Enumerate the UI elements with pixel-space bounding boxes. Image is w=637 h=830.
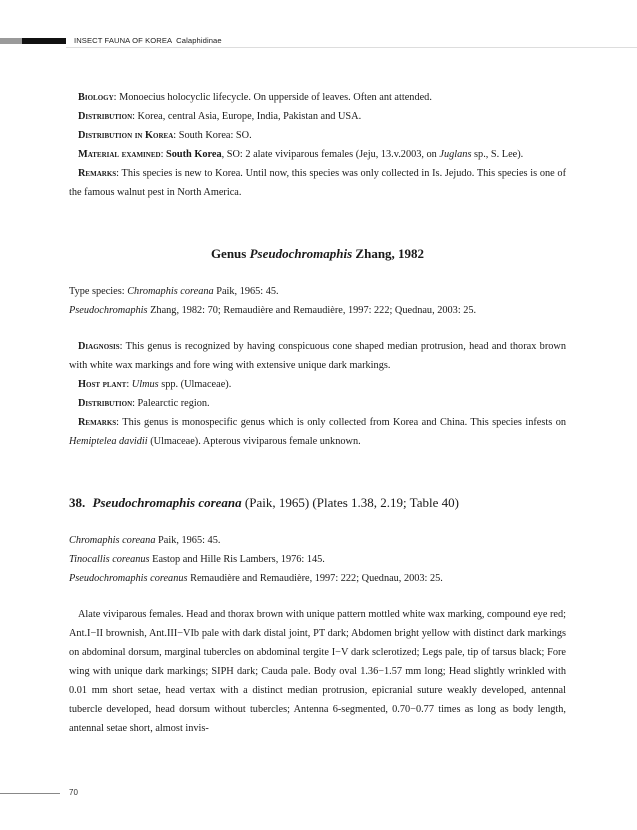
species-synonym-1 [69, 531, 566, 550]
species-description: Alate viviparous females. Head and thorax brown with unique pattern mottled white wax marking, compound eye red; Ant.I−II brownish, Ant.III−VIb pale with dark distal joint, PT dark; Abdomen bright yellow with distinct dark markings on abdominal dorsum, marginal tubercles on abdominal tergite I−V dark sclerotized; Legs pale, tip of tarsus black; Fore wing with unique dark markings; SIPH dark; Cauda pale. Body oval 1.36−1.57 mm long; Head slightly wrinkled with 0.01 mm short setae, head vertax with a distinct median protrusion, epicranial suture weakly developed, antennal tubercle developed, head dorsum without tubercles; Antenna 6-segmented, 0.70−0.77 times as long as body length, antennal setae short, almost invis- [69, 609, 566, 734]
distribution-label: Distribution [78, 111, 133, 122]
material-text-2: sp., S. Lee). [471, 149, 524, 160]
distribution-korea-text: : South Korea: SO. [173, 130, 252, 141]
species-synonym-1-italic: Chromaphis coreana [69, 535, 156, 546]
biology-paragraph [69, 88, 566, 107]
header-rule [66, 47, 637, 48]
genus-title-italic: Pseudochromaphis [249, 246, 353, 261]
species-number: 38. [69, 495, 86, 510]
genus-title-post: Zhang, 1982 [352, 246, 425, 261]
genus-remarks-italic: Hemiptelea davidii [69, 436, 148, 447]
genus-synonym-line [69, 301, 566, 320]
genus-distribution-paragraph [69, 394, 566, 413]
material-text-1: , SO: 2 alate viviparous females (Jeju, 13.v.2003, on [221, 149, 440, 160]
species-synonym-2 [69, 550, 566, 569]
host-plant-italic: Ulmus [131, 379, 159, 390]
genus-remarks-text-1: : This genus is monospecific genus which is only collected from Korea and China. This species infests on [116, 417, 566, 428]
host-plant-paragraph [69, 375, 566, 394]
header-gray-bar [0, 38, 22, 44]
header-title: INSECT FAUNA OF KOREA [74, 36, 173, 45]
distribution-korea-paragraph [69, 126, 566, 145]
remarks-paragraph [69, 164, 566, 202]
material-paragraph [69, 145, 566, 164]
species-synonym-3-italic: Pseudochromaphis coreanus [69, 573, 188, 584]
page-number: 70 [69, 788, 78, 797]
type-species-post: Paik, 1965: 45. [213, 286, 279, 297]
species-synonym-2-text: Eastop and Hille Ris Lambers, 1976: 145. [149, 554, 325, 565]
host-plant-text: spp. (Ulmaceae). [158, 379, 232, 390]
material-italic: Juglans [439, 149, 472, 160]
genus-title [69, 243, 566, 265]
material-sep: : [160, 149, 166, 160]
diagnosis-paragraph [69, 337, 566, 375]
species-synonym-3-text: Remaudière and Remaudière, 1997: 222; Quednau, 2003: 25. [187, 573, 443, 584]
species-synonym-3 [69, 569, 566, 588]
host-plant-label: Host plant [78, 379, 127, 390]
genus-synonym-text: Zhang, 1982: 70; Remaudière and Remaudière, 1997: 222; Quednau, 2003: 25. [147, 305, 477, 316]
type-species-line [69, 282, 566, 301]
type-species-pre: Type species: [69, 286, 128, 297]
remarks-text: : This species is new to Korea. Until now, this species was only collected in Is. Jejudo. This species is one of the famous walnut pest in North America. [69, 168, 566, 198]
footer-rule [0, 793, 60, 794]
distribution-paragraph [69, 107, 566, 126]
remarks-label: Remarks [78, 168, 117, 179]
species-synonym-2-italic: Tinocallis coreanus [69, 554, 150, 565]
host-plant-sep: : [126, 379, 132, 390]
genus-distribution-text: : Palearctic region. [132, 398, 210, 409]
diagnosis-label: Diagnosis [78, 341, 120, 352]
biology-text: : Monoecius holocyclic lifecycle. On upperside of leaves. Often ant attended. [113, 92, 432, 103]
species-title [69, 492, 566, 514]
genus-synonym-italic: Pseudochromaphis [69, 305, 148, 316]
biology-label: Biology [78, 92, 114, 103]
genus-title-pre: Genus [210, 246, 250, 261]
distribution-korea-label: Distribution in Korea [78, 130, 174, 141]
genus-remarks-paragraph [69, 413, 566, 451]
species-name: Pseudochromaphis coreana [92, 495, 242, 510]
running-header [0, 34, 637, 48]
genus-remarks-text-2: (Ulmaceae). Apterous viviparous female unknown. [147, 436, 361, 447]
diagnosis-text: : This genus is recognized by having conspicuous cone shaped median protrusion, head and thorax brown with white wax markings and fore wing with extensive unique dark markings. [69, 341, 566, 371]
distribution-text: : Korea, central Asia, Europe, India, Pakistan and USA. [132, 111, 362, 122]
material-bold: South Korea [166, 149, 222, 160]
type-species-italic: Chromaphis coreana [127, 286, 214, 297]
genus-remarks-label: Remarks [78, 417, 117, 428]
material-label: Material examined [78, 149, 161, 160]
species-synonym-1-text: Paik, 1965: 45. [155, 535, 221, 546]
species-name-rest: (Paik, 1965) (Plates 1.38, 2.19; Table 40) [241, 495, 459, 510]
header-subtitle: Calaphidinae [176, 36, 222, 45]
header-black-bar [22, 38, 66, 44]
page-body [69, 88, 566, 738]
header-text [74, 34, 222, 48]
genus-distribution-label: Distribution [78, 398, 133, 409]
